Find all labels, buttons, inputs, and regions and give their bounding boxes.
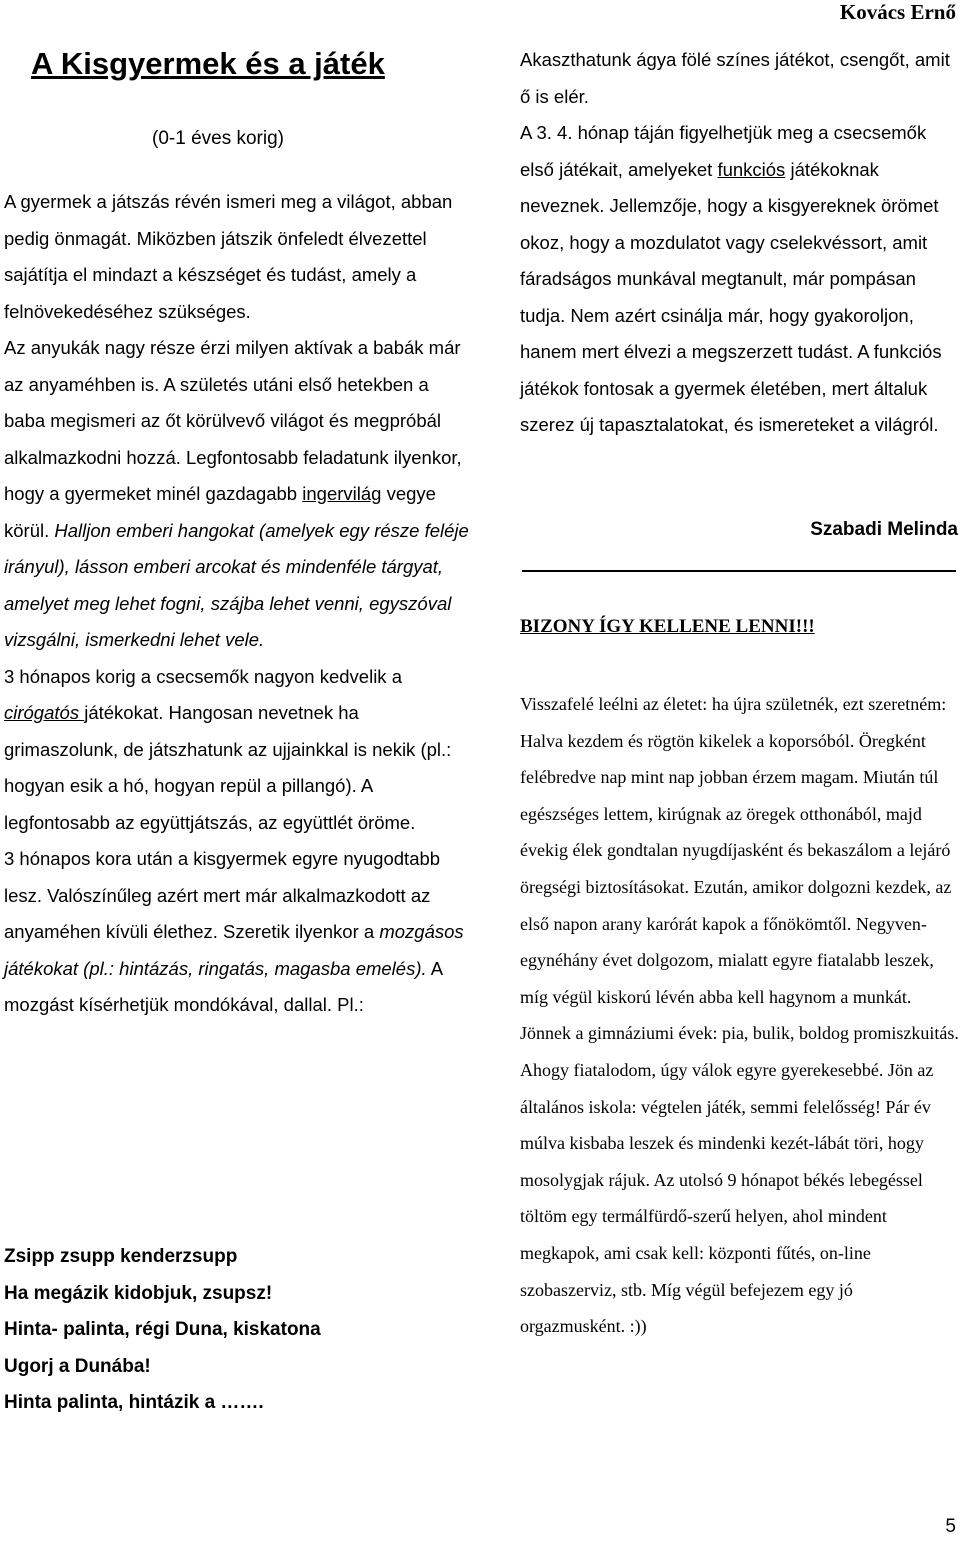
paragraph: Visszafelé leélni az életet: ha újra születnék, ezt szeretném: Halva kezdem és rögtön kikelek a koporsóból. Öregként felébredve nap mint nap jobban érzem magam. Miután túl egészséges lettem, kirúgnak az öregek otthonából, majd évekig élek gondtalan nyugdíjasként és bekaszálom a lejáró öregségi biztosításokat. Ezután, amikor dolgozni kezdek, az első napon arany karórát kapok a főnökömtől. Negyven-egynéhány évet dolgozom, mialatt egyre fiatalabb leszek, míg végül kiskorú lévén abba kell hagynom a munkát. Jönnek a gimnáziumi évek: pia, bulik, boldog promiszkuitás. Ahogy fiatalodom, úgy válok egyre gyerekesebbé. Jön az általános iskola: végtelen játék, semmi felelősség! Pár év múlva kisbaba leszek és mindenki kezét-lábát töri, hogy mosolygjak rájuk. Az utolsó 9 hónapot békés lebegéssel töltöm egy termálfürdő-szerű helyen, ahol mindent megkapok, ami csak kell: központi fűtés, on-line szobaszerviz, stb. Míg végül befejezem egy jó orgazmusként. :)): [520, 694, 959, 1337]
paragraph: [4, 659, 474, 842]
rhyme-line: Ha megázik kidobjuk, zsupsz!: [4, 1282, 273, 1304]
article-signature: Szabadi Melinda: [810, 519, 958, 540]
paragraph-text: játékokat. Hangosan nevetnek ha grimaszolunk, de játszhatunk az ujjainkkal is nekik (pl.: hogyan esik a hó, hogyan repül a pillangó). A legfontosabb az együttjátszás, az együttlét öröme.: [4, 702, 452, 833]
paragraph: Akaszthatunk ágya fölé színes játékot, csengőt, amit ő is elér.: [520, 49, 950, 107]
italic-term: cirógatós: [4, 702, 85, 723]
story-text: [520, 686, 960, 1345]
paragraph: [4, 330, 474, 659]
italic-text: Halljon emberi hangokat (amelyek egy része feléje irányul), lásson emberi arcokat és mindenféle tárgyat, amelyet meg lehet fogni, szájba lehet venni, egyszóval vizsgálni, ismerkedni lehet vele.: [4, 519, 469, 650]
underlined-term: funkciós: [717, 158, 786, 180]
page-number: 5: [945, 1516, 956, 1537]
right-column-text: [520, 42, 960, 444]
paragraph-text: vegye körül.: [4, 483, 436, 541]
divider: [522, 570, 956, 572]
rhyme-line: Ugorj a Dunába!: [4, 1355, 151, 1377]
nursery-rhyme: [4, 1239, 474, 1422]
author-header: Kovács Ernő: [839, 0, 956, 24]
rhyme-line: Hinta- palinta, régi Duna, kiskatona: [4, 1319, 321, 1340]
rhyme-line: Hinta palinta, hintázik a …….: [4, 1392, 264, 1413]
rhyme-line: Zsipp zsupp kenderzsupp: [4, 1246, 238, 1267]
paragraph-text: A mozgást kísérhetjük mondókával, dallal. Pl.:: [4, 957, 443, 1015]
paragraph-text: A gyermek a játszás révén ismeri meg a világot, abban pedig önmagát. Miközben játszik önfeledt élvezettel sajátítja el mindazt a készséget és tudást, amely a felnövekedéséhez szükséges.: [4, 191, 453, 322]
paragraph-text: 3 hónapos kora után a kisgyermek egyre nyugodtabb lesz. Valószínűleg azért mert már alkalmazkodott az anyaméhen kívüli élethez. Szeretik ilyenkor a: [4, 848, 441, 942]
paragraph-text: Az anyukák nagy része érzi milyen aktívak a babák már az anyaméhben is. A születés utáni első hetekben a baba megismeri az őt körülvevő világot és megpróbál alkalmazkodni hozzá. Legfontosabb feladatunk ilyenkor, hogy a gyermeket minél gazdagabb: [4, 337, 462, 504]
left-column-text: [4, 184, 474, 1024]
underlined-term: ingervilág: [302, 483, 382, 504]
article-title: A Kisgyermek és a játék: [31, 46, 385, 81]
paragraph: [4, 184, 474, 330]
paragraph-text: 3 hónapos korig a csecsemők nagyon kedvelik a: [4, 665, 402, 687]
paragraph-text: játékoknak neveznek. Jellemzője, hogy a kisgyereknek örömet okoz, hogy a mozdulatot vagy cselekvéssort, amit fáradságos munkával megtanult, már pompásan tudja. Nem azért csinálja már, hogy gyakoroljon, hanem mert élvezi a megszerzett tudást. A funkciós játékok fontosak a gyermek életében, mert általuk szerez új tapasztalatokat, és ismereteket a világról.: [520, 158, 942, 435]
italic-text: mozgásos játékokat (pl.: hintázás, ringatás, magasba emelés).: [4, 921, 464, 979]
paragraph: [4, 841, 474, 1024]
paragraph-text: A 3. 4. hónap táján figyelhetjük meg a csecsemők első játékait, amelyeket: [520, 122, 927, 180]
section-heading: BIZONY ÍGY KELLENE LENNI!!!: [520, 616, 815, 637]
article-subtitle: (0-1 éves korig): [152, 128, 284, 149]
paragraph: [520, 115, 960, 444]
